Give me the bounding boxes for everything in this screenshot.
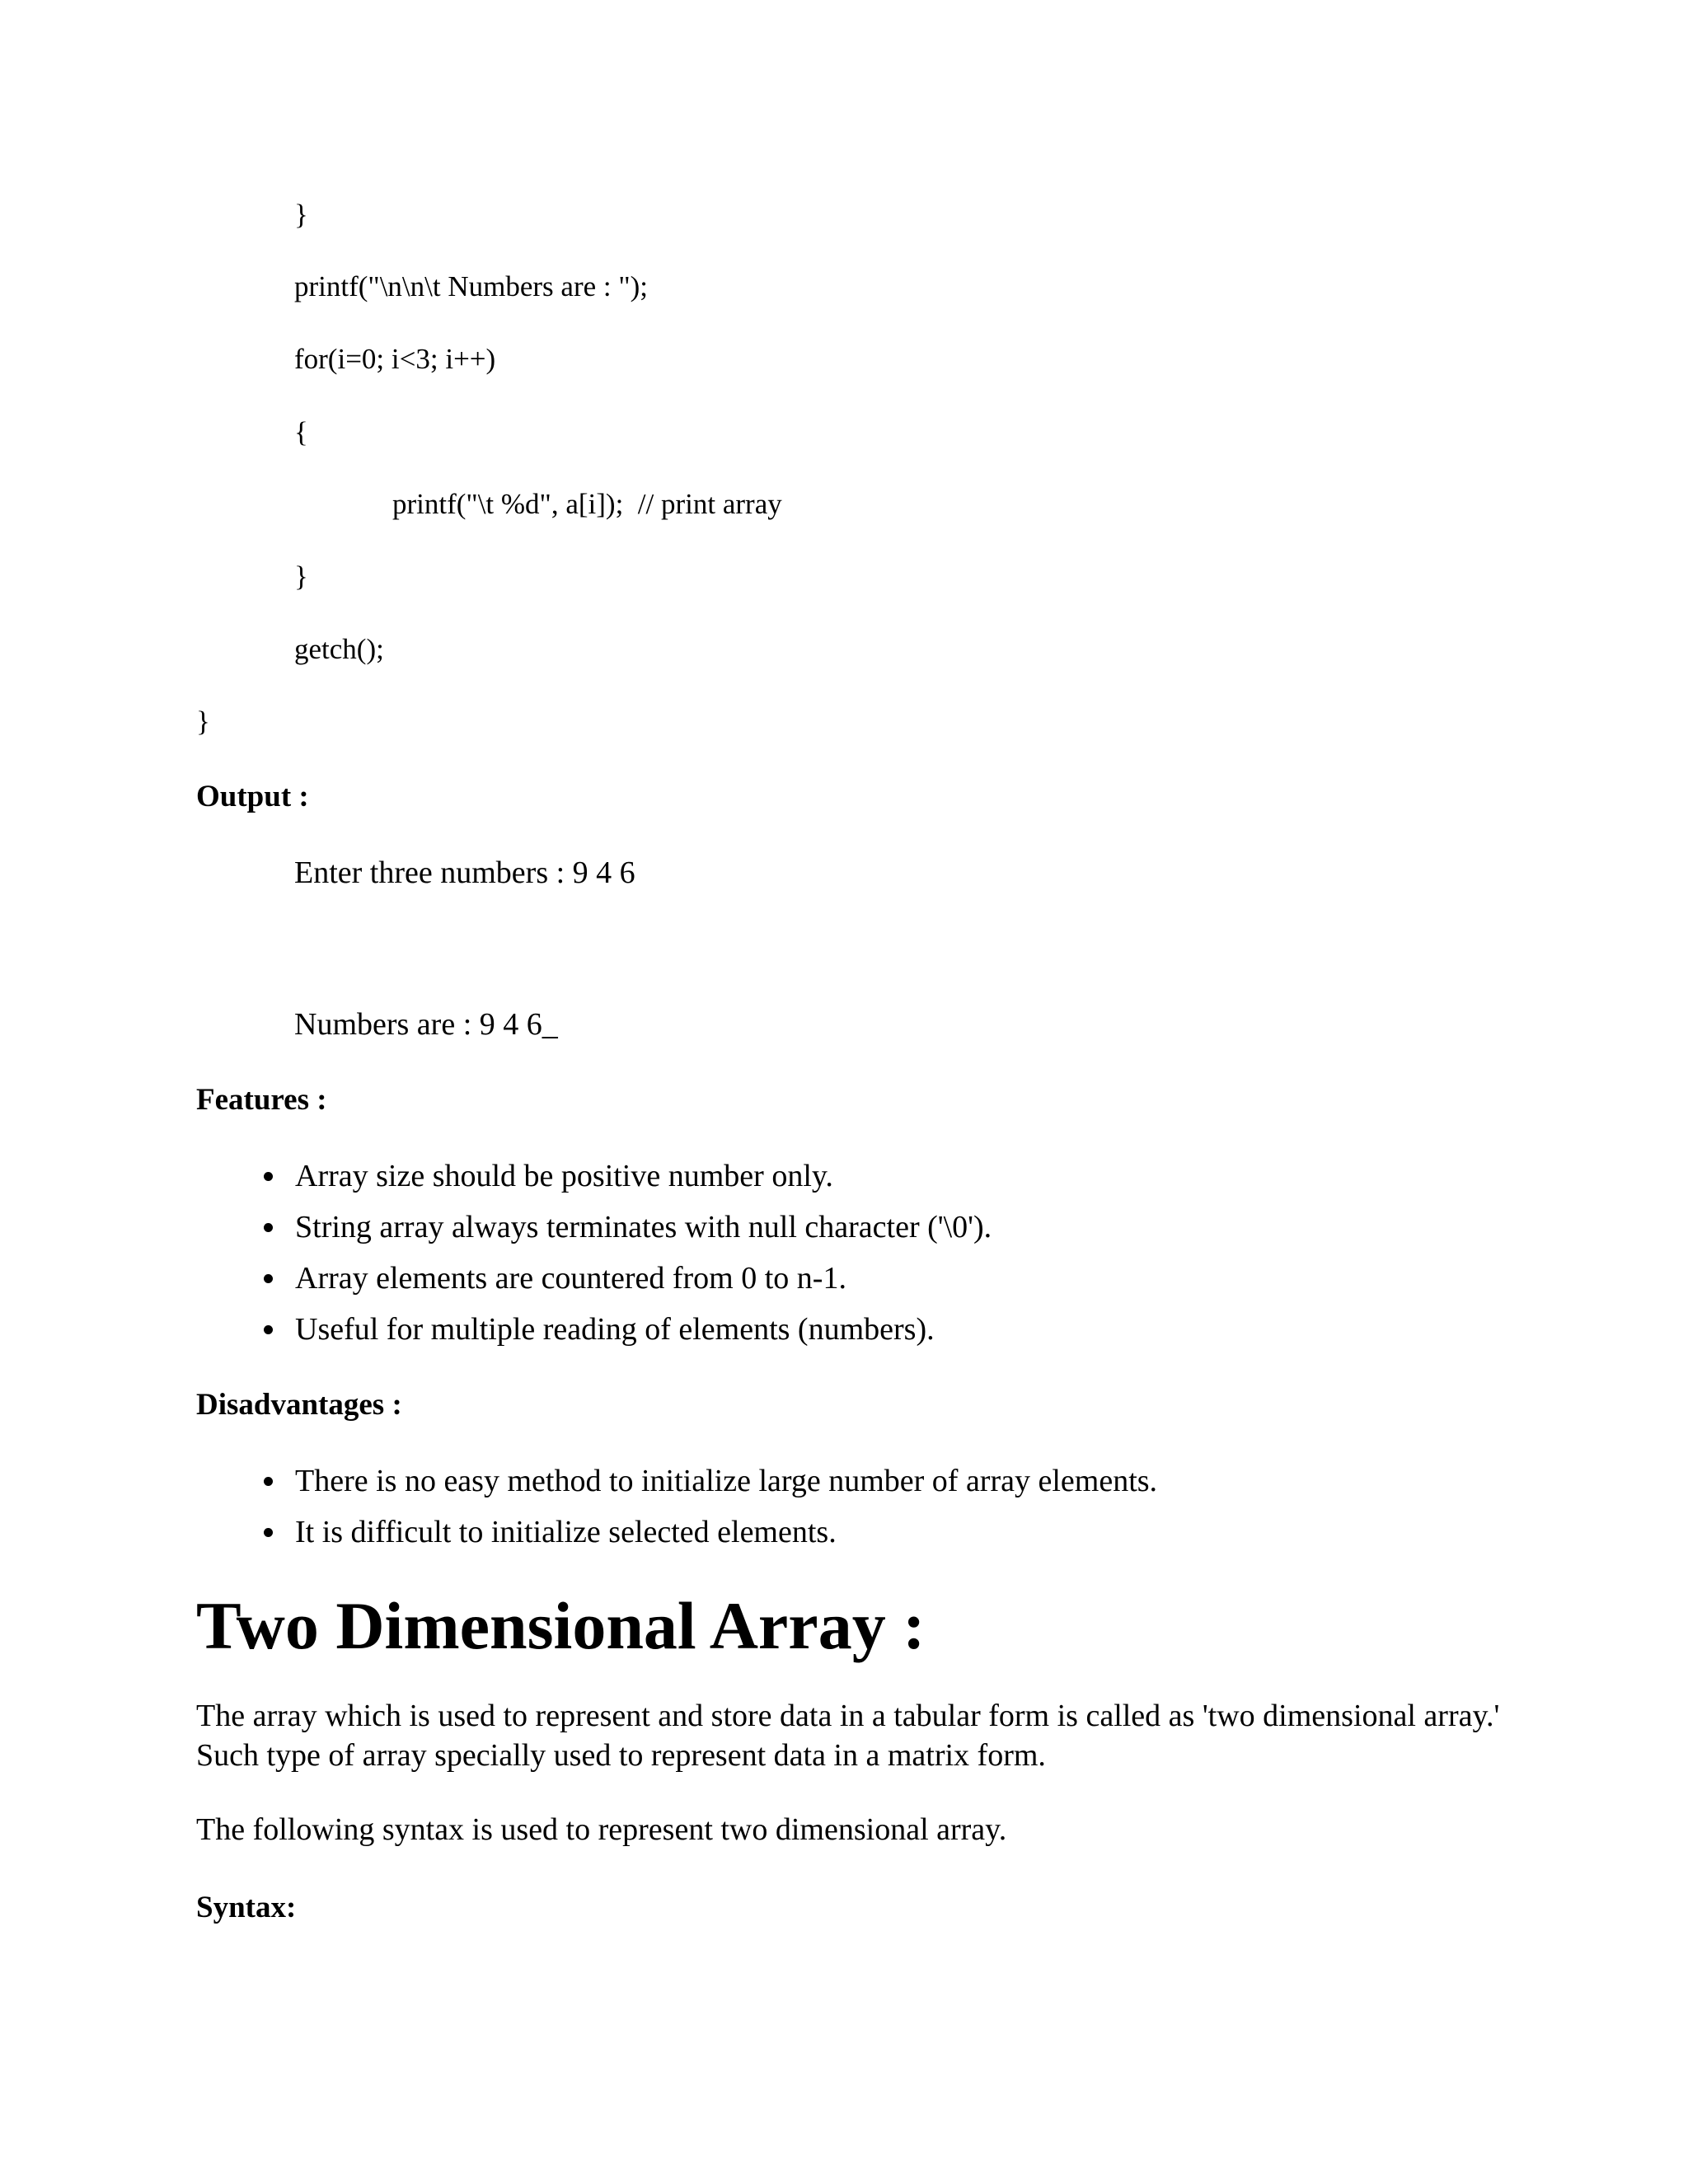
list-item bbox=[260, 1202, 992, 1253]
code-line-printf-array: printf("\t %d", a[i]); // print array bbox=[392, 488, 782, 520]
list-item bbox=[260, 1151, 992, 1202]
bullet-icon bbox=[264, 1325, 273, 1334]
feature-text: String array always terminates with null character ('\0'). bbox=[295, 1210, 992, 1244]
disadvantage-text: There is no easy method to initialize large number of array elements. bbox=[295, 1464, 1158, 1498]
bullet-icon bbox=[264, 1223, 273, 1232]
code-line-open-brace: { bbox=[294, 416, 308, 448]
disadvantage-text: It is difficult to initialize selected elements. bbox=[295, 1515, 837, 1549]
code-line-close-brace: } bbox=[294, 560, 308, 593]
output-heading: Output : bbox=[196, 780, 309, 813]
list-item bbox=[260, 1253, 992, 1304]
section-title: Two Dimensional Array : bbox=[196, 1588, 926, 1663]
syntax-heading: Syntax: bbox=[196, 1891, 297, 1924]
code-line-printf-header: printf("\n\n\t Numbers are : "); bbox=[294, 270, 649, 302]
feature-text: Useful for multiple reading of elements (numbers). bbox=[295, 1312, 935, 1347]
disadvantages-list bbox=[260, 1455, 1157, 1558]
two-dim-syntax-intro: The following syntax is used to represent two dimensional array. bbox=[196, 1812, 1007, 1847]
bullet-icon bbox=[264, 1477, 273, 1486]
feature-text: Array size should be positive number only. bbox=[295, 1159, 833, 1193]
list-item bbox=[260, 1304, 992, 1355]
output-line-numbers: Numbers are : 9 4 6_ bbox=[294, 1007, 558, 1042]
two-dim-paragraph: The array which is used to represent and store data in a tabular form is called as 'two dimensional array.' Such type of array specially used to represent data in a matrix form. bbox=[196, 1699, 1500, 1773]
bullet-icon bbox=[264, 1528, 273, 1537]
bullet-icon bbox=[264, 1274, 273, 1283]
list-item bbox=[260, 1455, 1157, 1507]
code-line-final-brace: } bbox=[196, 705, 210, 738]
feature-text: Array elements are countered from 0 to n-1. bbox=[295, 1261, 846, 1296]
features-list bbox=[260, 1151, 992, 1355]
code-line-closing-brace: } bbox=[294, 199, 308, 231]
bullet-icon bbox=[264, 1172, 273, 1181]
list-item bbox=[260, 1507, 1157, 1558]
code-line-for-loop: for(i=0; i<3; i++) bbox=[294, 343, 496, 375]
disadvantages-heading: Disadvantages : bbox=[196, 1388, 402, 1422]
code-line-getch: getch(); bbox=[294, 633, 384, 665]
features-heading: Features : bbox=[196, 1083, 327, 1117]
output-line-enter: Enter three numbers : 9 4 6 bbox=[294, 855, 635, 890]
